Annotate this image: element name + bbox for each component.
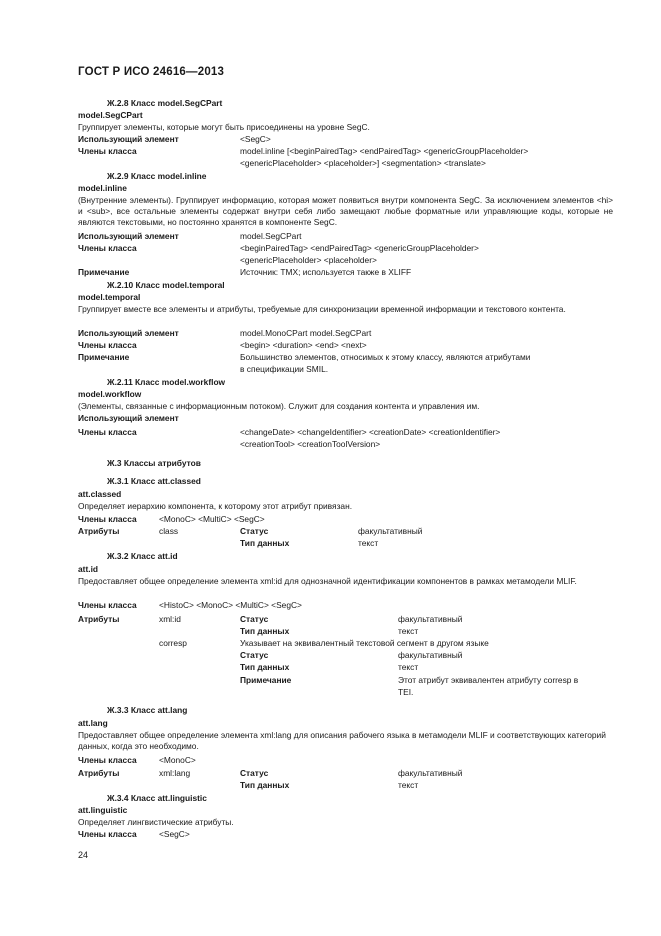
using-element-label: Использующий элемент	[78, 413, 179, 423]
datatype-label: Тип данных	[240, 780, 290, 790]
class-description: Определяет лингвистические атрибуты.	[78, 817, 234, 827]
members-value: <beginPairedTag> <endPairedTag> <genericGroupPlaceholder>	[240, 243, 479, 253]
members-label: Члены класса	[78, 243, 137, 253]
class-name: att.linguistic	[78, 805, 128, 815]
members-label: Члены класса	[78, 340, 137, 350]
datatype-label: Тип данных	[240, 538, 290, 548]
page-number: 24	[78, 850, 89, 860]
class-description: Группирует вместе все элементы и атрибуты, требуемые для синхронизации временной информации и текстового контента.	[78, 304, 566, 314]
attributes-label: Атрибуты	[78, 526, 120, 536]
section-heading: Ж.3.1 Класс att.classed	[107, 476, 201, 486]
status-label: Статус	[240, 526, 269, 536]
attributes-label: Атрибуты	[78, 614, 120, 624]
members-label: Члены класса	[78, 755, 137, 765]
document-header: ГОСТ Р ИСО 24616—2013	[78, 66, 225, 78]
using-element-label: Использующий элемент	[78, 231, 179, 241]
class-name: model.inline	[78, 183, 127, 193]
status-value: факультативный	[398, 614, 463, 624]
section-heading: Ж.3 Классы атрибутов	[107, 458, 201, 468]
attributes-label: Атрибуты	[78, 768, 120, 778]
class-name: att.lang	[78, 718, 108, 728]
attribute-name: xml:lang	[159, 768, 191, 778]
class-name: att.classed	[78, 489, 122, 499]
section-heading: Ж.3.2 Класс att.id	[107, 551, 178, 561]
status-label: Статус	[240, 614, 269, 624]
datatype-value: текст	[358, 538, 379, 548]
using-element-value: model.MonoCPart model.SegCPart	[240, 328, 372, 338]
using-element-value: <SegC>	[240, 134, 271, 144]
datatype-label: Тип данных	[240, 626, 290, 636]
class-description: (Внутренние элементы). Группирует информацию, которая может появиться внутри компонента SegC. За исключением элементов <hi> и <sub>, все остальные элементы содержат внутри себя либо замещают любые форматные или управляющие коды, которые не являются текстовыми, но постоянно хранятся в компоненте SegC.	[78, 195, 613, 227]
section-heading: Ж.3.3 Класс att.lang	[107, 705, 188, 715]
note-value: Этот атрибут эквивалентен атрибуту corresp в	[398, 675, 579, 685]
class-description: Предоставляет общее определение элемента xml:lang для описания рабочего языка в метамодели MLIF и соответствующих категорий данных, когда это необходимо.	[78, 730, 606, 751]
members-label: Члены класса	[78, 829, 137, 839]
status-value: факультативный	[398, 768, 463, 778]
members-value: <MonoC> <MultiC> <SegC>	[159, 514, 265, 524]
section-heading: Ж.3.4 Класс att.linguistic	[107, 793, 207, 803]
class-description: Группирует элементы, которые могут быть присоединены на уровне SegC.	[78, 122, 370, 132]
note-value: TEI.	[398, 687, 414, 697]
members-label: Члены класса	[78, 514, 137, 524]
note-label: Примечание	[78, 352, 130, 362]
status-label: Статус	[240, 768, 269, 778]
note-value: в спецификации SMIL.	[240, 364, 329, 374]
attribute-description: Указывает на эквивалентный текстовой сегмент в другом языке	[240, 638, 489, 648]
datatype-value: текст	[398, 662, 419, 672]
attribute-name: xml:id	[159, 614, 181, 624]
members-value: <begin> <duration> <end> <next>	[240, 340, 367, 350]
class-description: Предоставляет общее определение элемента xml:id для однозначной идентификации компонентов в рамках метамодели MLIF.	[78, 576, 577, 586]
datatype-label: Тип данных	[240, 662, 290, 672]
datatype-value: текст	[398, 780, 419, 790]
section-heading: Ж.2.10 Класс model.temporal	[107, 280, 225, 290]
note-label: Примечание	[240, 675, 292, 685]
using-element-label: Использующий элемент	[78, 134, 179, 144]
class-description: (Элементы, связанные с информационным потоком). Служит для создания контента и управления им.	[78, 401, 480, 411]
class-name: model.temporal	[78, 292, 141, 302]
members-label: Члены класса	[78, 427, 137, 437]
class-description: Определяет иерархию компонента, к которому этот атрибут привязан.	[78, 501, 353, 511]
attribute-name: class	[159, 526, 179, 536]
class-name: model.workflow	[78, 389, 142, 399]
status-label: Статус	[240, 650, 269, 660]
section-heading: Ж.2.11 Класс model.workflow	[107, 377, 226, 387]
note-value: Источник: TMX; используется также в XLIFF	[240, 267, 412, 277]
members-value: <genericPlaceholder> <placeholder>	[240, 255, 377, 265]
class-name: model.SegCPart	[78, 110, 143, 120]
section-heading: Ж.2.8 Класс model.SegCPart	[107, 98, 223, 108]
status-value: факультативный	[358, 526, 423, 536]
members-label: Члены класса	[78, 146, 137, 156]
members-value: <SegC>	[159, 829, 190, 839]
class-name: att.id	[78, 564, 99, 574]
members-value: <genericPlaceholder> <placeholder>] <segmentation> <translate>	[240, 158, 486, 168]
note-value: Большинство элементов, относимых к этому классу, являются атрибутами	[240, 352, 531, 362]
status-value: факультативный	[398, 650, 463, 660]
using-element-label: Использующий элемент	[78, 328, 179, 338]
members-label: Члены класса	[78, 600, 137, 610]
datatype-value: текст	[398, 626, 419, 636]
attribute-name: corresp	[159, 638, 187, 648]
using-element-value: model.SegCPart	[240, 231, 302, 241]
members-value: <MonoC>	[159, 755, 196, 765]
section-heading: Ж.2.9 Класс model.inline	[107, 171, 207, 181]
members-value: model.inline [<beginPairedTag> <endPairedTag> <genericGroupPlaceholder>	[240, 146, 529, 156]
members-value: <creationTool> <creationToolVersion>	[240, 439, 381, 449]
members-value: <HistoC> <MonoC> <MultiC> <SegC>	[159, 600, 302, 610]
members-value: <changeDate> <changeIdentifier> <creationDate> <creationIdentifier>	[240, 427, 501, 437]
note-label: Примечание	[78, 267, 130, 277]
